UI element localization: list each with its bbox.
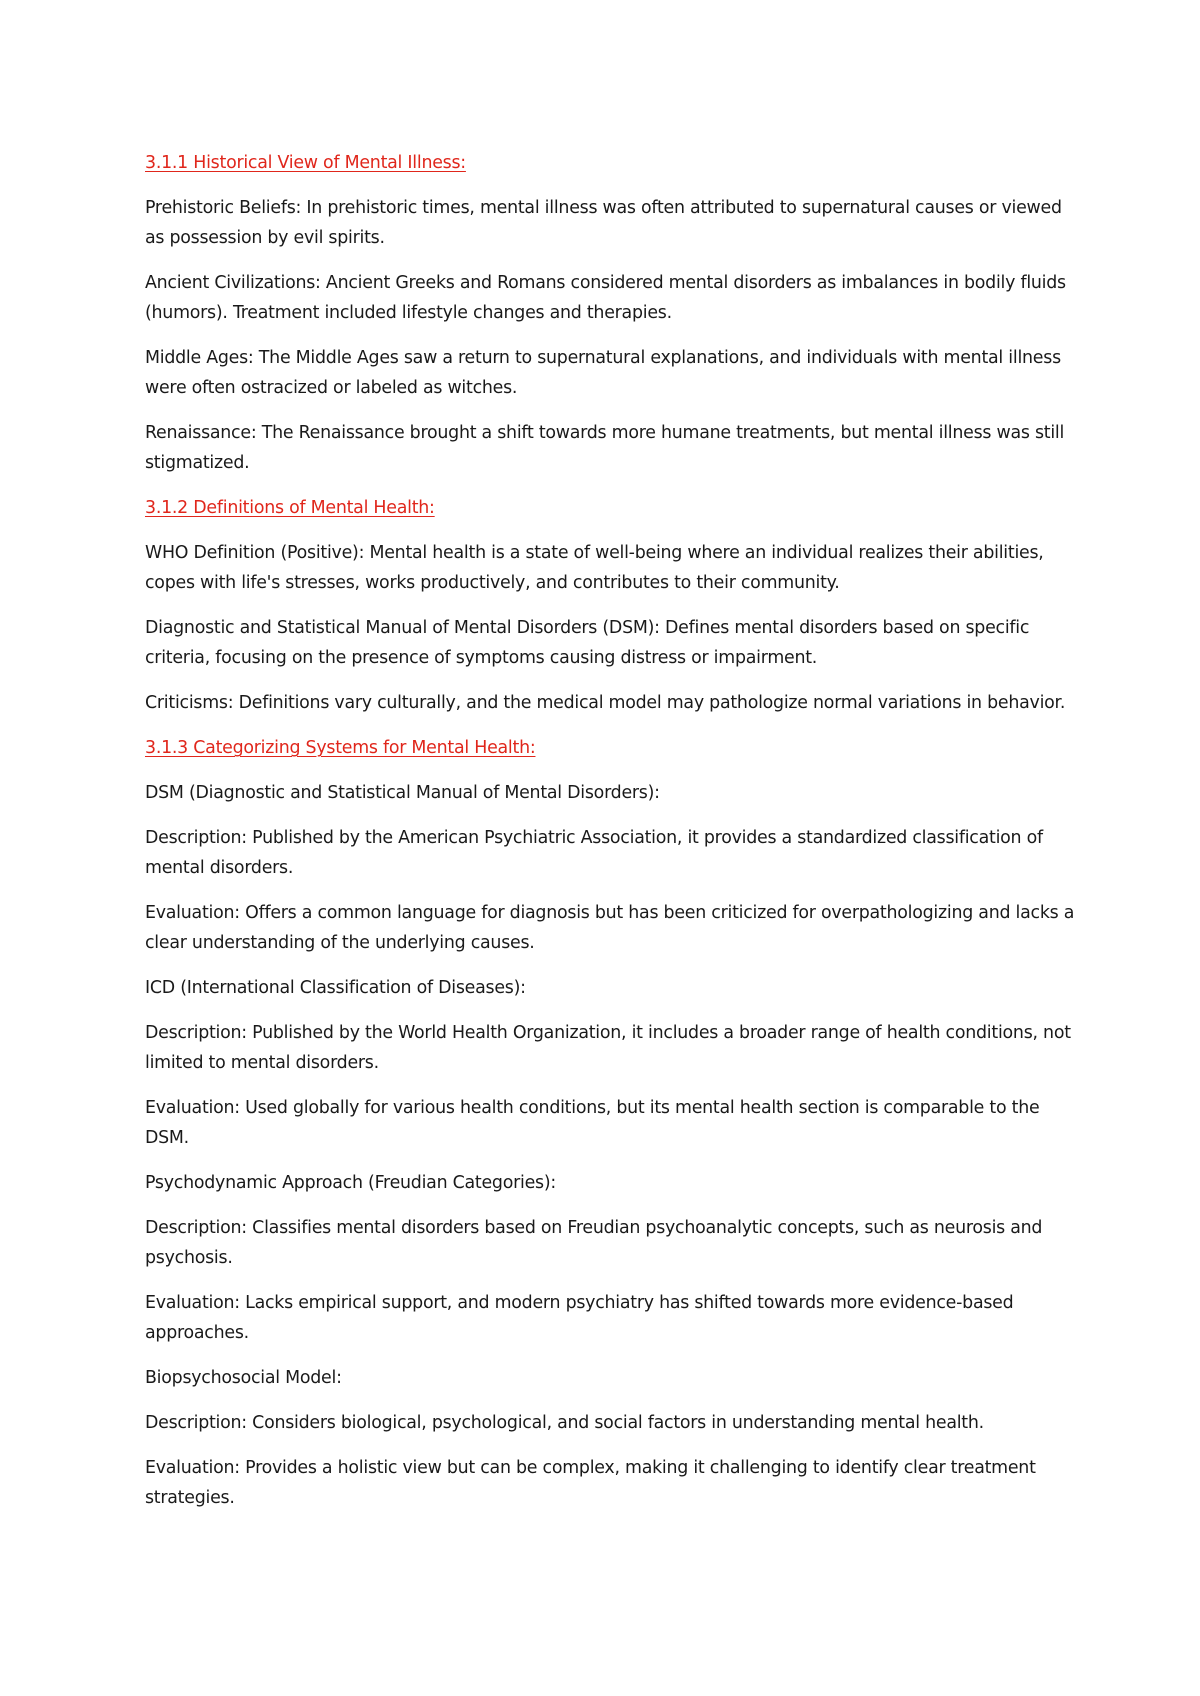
paragraph-icd-description: Description: Published by the World Health Organization, it includes a broader range of health conditions, not limited to mental disorders. xyxy=(145,1023,1071,1073)
section-heading-historical-view: 3.1.1 Historical View of Mental Illness: xyxy=(145,153,466,173)
paragraph-renaissance: Renaissance: The Renaissance brought a shift towards more humane treatments, but mental illness was still stigmatized. xyxy=(145,423,1065,473)
paragraph-dsm-definition: Diagnostic and Statistical Manual of Mental Disorders (DSM): Defines mental disorders based on specific criteria, focusing on the presence of symptoms causing distress or impairment. xyxy=(145,618,1030,668)
paragraph-icd-title: ICD (International Classification of Diseases): xyxy=(145,978,526,998)
paragraph-dsm-description: Description: Published by the American Psychiatric Association, it provides a standardized classification of mental disorders. xyxy=(145,828,1043,878)
paragraph-biopsychosocial-title: Biopsychosocial Model: xyxy=(145,1368,342,1388)
paragraph-ancient-civilizations: Ancient Civilizations: Ancient Greeks and Romans considered mental disorders as imbalances in bodily fluids (humors). Treatment included lifestyle changes and therapies. xyxy=(145,273,1066,323)
section-heading-categorizing-systems: 3.1.3 Categorizing Systems for Mental Health: xyxy=(145,738,536,758)
paragraph-biopsychosocial-evaluation: Evaluation: Provides a holistic view but can be complex, making it challenging to identify clear treatment strategies. xyxy=(145,1458,1036,1508)
paragraph-icd-evaluation: Evaluation: Used globally for various health conditions, but its mental health section is comparable to the DSM. xyxy=(145,1098,1040,1148)
paragraph-biopsychosocial-description: Description: Considers biological, psychological, and social factors in understanding mental health. xyxy=(145,1413,984,1433)
paragraph-psychodynamic-title: Psychodynamic Approach (Freudian Categories): xyxy=(145,1173,556,1193)
paragraph-dsm-title: DSM (Diagnostic and Statistical Manual of Mental Disorders): xyxy=(145,783,660,803)
document-body xyxy=(145,148,1075,1513)
paragraph-prehistoric-beliefs: Prehistoric Beliefs: In prehistoric times, mental illness was often attributed to supernatural causes or viewed as possession by evil spirits. xyxy=(145,198,1062,248)
paragraph-middle-ages: Middle Ages: The Middle Ages saw a return to supernatural explanations, and individuals with mental illness were often ostracized or labeled as witches. xyxy=(145,348,1061,398)
section-heading-definitions: 3.1.2 Definitions of Mental Health: xyxy=(145,498,435,518)
paragraph-who-definition: WHO Definition (Positive): Mental health is a state of well-being where an individual realizes their abilities, copes with life's stresses, works productively, and contributes to their community. xyxy=(145,543,1044,593)
paragraph-criticisms: Criticisms: Definitions vary culturally, and the medical model may pathologize normal variations in behavior. xyxy=(145,693,1066,713)
paragraph-dsm-evaluation: Evaluation: Offers a common language for diagnosis but has been criticized for overpathologizing and lacks a clear understanding of the underlying causes. xyxy=(145,903,1075,953)
paragraph-psychodynamic-evaluation: Evaluation: Lacks empirical support, and modern psychiatry has shifted towards more evidence-based approaches. xyxy=(145,1293,1014,1343)
paragraph-psychodynamic-description: Description: Classifies mental disorders based on Freudian psychoanalytic concepts, such as neurosis and psychosis. xyxy=(145,1218,1043,1268)
